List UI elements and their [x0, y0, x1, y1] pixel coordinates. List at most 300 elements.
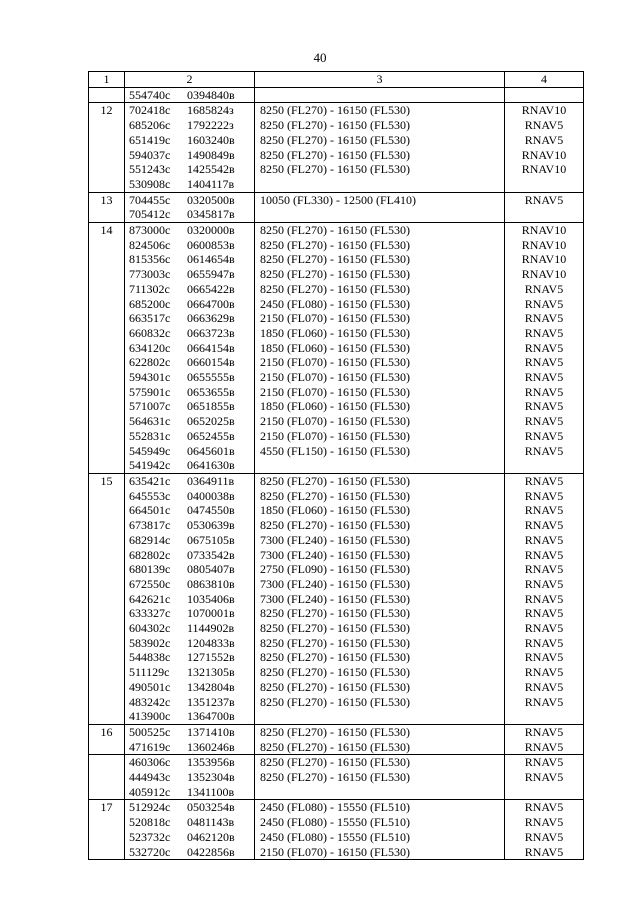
latitude-value: 635421с	[129, 473, 171, 488]
longitude-value: 0805407в	[187, 562, 235, 577]
longitude-value: 1792222з	[187, 118, 234, 133]
latitude-value: 664501с	[129, 503, 171, 518]
route-number-cell	[89, 695, 125, 710]
latitude-value: 444943с	[129, 770, 171, 785]
table-row	[89, 724, 584, 739]
nav-spec-cell: RNAV5	[505, 326, 584, 341]
coordinates-cell	[125, 695, 255, 710]
altitude-range-cell: 7300 (FL240) - 16150 (FL530)	[255, 533, 505, 548]
coordinates-cell	[125, 815, 255, 830]
coordinates-cell	[125, 636, 255, 651]
altitude-range-cell: 8250 (FL270) - 16150 (FL530)	[255, 148, 505, 163]
nav-spec-cell: RNAV5	[505, 665, 584, 680]
coordinates-cell	[125, 518, 255, 533]
route-number-cell	[89, 830, 125, 845]
table-row	[89, 326, 584, 341]
coordinates-cell	[125, 592, 255, 607]
route-number-cell	[89, 606, 125, 621]
coordinates-cell	[125, 533, 255, 548]
longitude-value: 0733542в	[187, 547, 235, 562]
coordinates-cell	[125, 444, 255, 459]
table-row	[89, 489, 584, 504]
altitude-range-cell: 2150 (FL070) - 16150 (FL530)	[255, 311, 505, 326]
route-number-cell	[89, 238, 125, 253]
table-row	[89, 770, 584, 785]
coordinates-cell	[125, 252, 255, 267]
latitude-value: 824506с	[129, 237, 171, 252]
longitude-value: 0645601в	[187, 443, 235, 458]
nav-spec-cell: RNAV5	[505, 118, 584, 133]
nav-spec-cell: RNAV5	[505, 815, 584, 830]
nav-spec-cell: RNAV5	[505, 489, 584, 504]
altitude-range-cell: 2450 (FL080) - 15550 (FL510)	[255, 830, 505, 845]
coordinates-cell	[125, 489, 255, 504]
table-row	[89, 133, 584, 148]
route-number-cell: 16	[89, 724, 125, 739]
route-number-cell: 13	[89, 192, 125, 207]
coordinates-cell	[125, 709, 255, 724]
nav-spec-cell	[505, 458, 584, 473]
table-row	[89, 118, 584, 133]
route-number-cell	[89, 665, 125, 680]
table-row	[89, 444, 584, 459]
latitude-value: 551243с	[129, 162, 171, 177]
altitude-range-cell: 8250 (FL270) - 16150 (FL530)	[255, 680, 505, 695]
column-header: 3	[255, 72, 505, 88]
latitude-value: 405912с	[129, 784, 171, 799]
nav-spec-cell: RNAV5	[505, 355, 584, 370]
nav-spec-cell: RNAV5	[505, 503, 584, 518]
table-row	[89, 162, 584, 177]
coordinates-cell	[125, 548, 255, 563]
coordinates-cell	[125, 458, 255, 473]
route-table	[88, 71, 584, 860]
nav-spec-cell: RNAV5	[505, 621, 584, 636]
latitude-value: 680139с	[129, 562, 171, 577]
longitude-value: 0652455в	[187, 428, 235, 443]
longitude-value: 0474550в	[187, 503, 235, 518]
altitude-range-cell: 4550 (FL150) - 16150 (FL530)	[255, 444, 505, 459]
altitude-range-cell: 2150 (FL070) - 16150 (FL530)	[255, 385, 505, 400]
latitude-value: 633327с	[129, 606, 171, 621]
latitude-value: 704455с	[129, 192, 171, 207]
route-number-cell	[89, 650, 125, 665]
table-row	[89, 503, 584, 518]
coordinates-cell	[125, 755, 255, 770]
latitude-value: 663517с	[129, 311, 171, 326]
route-number-cell	[89, 177, 125, 192]
table-row	[89, 282, 584, 297]
nav-spec-cell: RNAV5	[505, 473, 584, 488]
longitude-value: 0675105в	[187, 532, 235, 547]
route-number-cell	[89, 267, 125, 282]
longitude-value: 1144902в	[187, 621, 235, 636]
coordinates-cell	[125, 680, 255, 695]
nav-spec-cell: RNAV5	[505, 429, 584, 444]
altitude-range-cell: 2150 (FL070) - 16150 (FL530)	[255, 370, 505, 385]
coordinates-cell	[125, 192, 255, 207]
table-row	[89, 148, 584, 163]
route-number-cell	[89, 518, 125, 533]
table-row	[89, 740, 584, 755]
nav-spec-cell: RNAV10	[505, 148, 584, 163]
longitude-value: 0660154в	[187, 355, 235, 370]
longitude-value: 1342804в	[187, 679, 235, 694]
table-row	[89, 238, 584, 253]
route-number-cell	[89, 385, 125, 400]
altitude-range-cell: 8250 (FL270) - 16150 (FL530)	[255, 473, 505, 488]
altitude-range-cell	[255, 87, 505, 103]
table-row	[89, 311, 584, 326]
latitude-value: 471619с	[129, 739, 171, 754]
nav-spec-cell: RNAV5	[505, 533, 584, 548]
route-number-cell	[89, 399, 125, 414]
nav-spec-cell: RNAV5	[505, 680, 584, 695]
nav-spec-cell: RNAV5	[505, 636, 584, 651]
altitude-range-cell: 2450 (FL080) - 15550 (FL510)	[255, 800, 505, 815]
table-row	[89, 680, 584, 695]
route-number-cell: 12	[89, 103, 125, 118]
table-row	[89, 695, 584, 710]
coordinates-cell	[125, 429, 255, 444]
longitude-value: 0664154в	[187, 340, 235, 355]
latitude-value: 483242с	[129, 694, 171, 709]
route-number-cell	[89, 370, 125, 385]
nav-spec-cell: RNAV5	[505, 385, 584, 400]
longitude-value: 0400038в	[187, 488, 235, 503]
latitude-value: 552831с	[129, 428, 171, 443]
coordinates-cell	[125, 830, 255, 845]
table-row	[89, 458, 584, 473]
longitude-value: 0481143в	[187, 815, 235, 830]
coordinates-cell	[125, 473, 255, 488]
route-number-cell	[89, 414, 125, 429]
longitude-value: 0863810в	[187, 576, 235, 591]
latitude-value: 523732с	[129, 829, 171, 844]
nav-spec-cell: RNAV5	[505, 311, 584, 326]
latitude-value: 460306с	[129, 755, 171, 770]
latitude-value: 705412с	[129, 207, 171, 222]
latitude-value: 564631с	[129, 414, 171, 429]
table-row	[89, 577, 584, 592]
altitude-range-cell: 10050 (FL330) - 12500 (FL410)	[255, 192, 505, 207]
latitude-value: 530908с	[129, 176, 171, 191]
longitude-value: 1271552в	[187, 650, 235, 665]
longitude-value: 0600853в	[187, 237, 235, 252]
route-number-cell	[89, 740, 125, 755]
nav-spec-cell: RNAV5	[505, 577, 584, 592]
nav-spec-cell: RNAV5	[505, 755, 584, 770]
altitude-range-cell: 8250 (FL270) - 16150 (FL530)	[255, 695, 505, 710]
coordinates-cell	[125, 370, 255, 385]
altitude-range-cell: 7300 (FL240) - 16150 (FL530)	[255, 577, 505, 592]
coordinates-cell	[125, 770, 255, 785]
longitude-value: 0652025в	[187, 414, 235, 429]
altitude-range-cell: 8250 (FL270) - 16150 (FL530)	[255, 621, 505, 636]
route-number-cell	[89, 355, 125, 370]
nav-spec-cell: RNAV5	[505, 399, 584, 414]
altitude-range-cell: 8250 (FL270) - 16150 (FL530)	[255, 489, 505, 504]
coordinates-cell	[125, 341, 255, 356]
route-number-cell	[89, 503, 125, 518]
longitude-value: 0655555в	[187, 370, 235, 385]
latitude-value: 815356с	[129, 252, 171, 267]
longitude-value: 1603240в	[187, 132, 235, 147]
table-row	[89, 845, 584, 860]
altitude-range-cell: 8250 (FL270) - 16150 (FL530)	[255, 770, 505, 785]
nav-spec-cell: RNAV5	[505, 444, 584, 459]
table-row	[89, 800, 584, 815]
longitude-value: 1070001в	[187, 606, 235, 621]
altitude-range-cell	[255, 785, 505, 800]
route-number-cell	[89, 592, 125, 607]
longitude-value: 1360246в	[187, 739, 235, 754]
nav-spec-cell: RNAV10	[505, 267, 584, 282]
coordinates-cell	[125, 785, 255, 800]
latitude-value: 554740с	[129, 87, 171, 102]
table-row	[89, 709, 584, 724]
route-number-cell	[89, 162, 125, 177]
coordinates-cell	[125, 724, 255, 739]
longitude-value: 0530639в	[187, 518, 235, 533]
longitude-value: 1352304в	[187, 770, 235, 785]
altitude-range-cell: 1850 (FL060) - 16150 (FL530)	[255, 503, 505, 518]
table-row	[89, 355, 584, 370]
latitude-value: 642621с	[129, 591, 171, 606]
altitude-range-cell	[255, 177, 505, 192]
coordinates-cell	[125, 207, 255, 222]
table-row	[89, 562, 584, 577]
altitude-range-cell: 8250 (FL270) - 16150 (FL530)	[255, 223, 505, 238]
column-header: 2	[125, 72, 255, 88]
longitude-value: 0614654в	[187, 252, 235, 267]
latitude-value: 571007с	[129, 399, 171, 414]
table-row	[89, 177, 584, 192]
longitude-value: 0651855в	[187, 399, 235, 414]
latitude-value: 685200с	[129, 296, 171, 311]
route-number-cell	[89, 533, 125, 548]
table-row	[89, 518, 584, 533]
route-number-cell	[89, 297, 125, 312]
longitude-value: 0320000в	[187, 223, 235, 238]
coordinates-cell	[125, 621, 255, 636]
coordinates-cell	[125, 162, 255, 177]
route-number-cell	[89, 709, 125, 724]
latitude-value: 645553с	[129, 488, 171, 503]
latitude-value: 512924с	[129, 800, 171, 815]
coordinates-cell	[125, 503, 255, 518]
route-number-cell	[89, 133, 125, 148]
altitude-range-cell: 8250 (FL270) - 16150 (FL530)	[255, 755, 505, 770]
route-number-cell	[89, 636, 125, 651]
longitude-value: 1425542в	[187, 162, 235, 177]
table-row	[89, 665, 584, 680]
table-row	[89, 87, 584, 103]
nav-spec-cell: RNAV5	[505, 800, 584, 815]
coordinates-cell	[125, 577, 255, 592]
longitude-value: 1364700в	[187, 709, 235, 724]
nav-spec-cell: RNAV5	[505, 548, 584, 563]
longitude-value: 0653655в	[187, 384, 235, 399]
altitude-range-cell: 2450 (FL080) - 16150 (FL530)	[255, 297, 505, 312]
route-number-cell	[89, 621, 125, 636]
route-number-cell	[89, 282, 125, 297]
route-number-cell	[89, 845, 125, 860]
nav-spec-cell: RNAV5	[505, 297, 584, 312]
table-row	[89, 548, 584, 563]
nav-spec-cell: RNAV5	[505, 518, 584, 533]
latitude-value: 682914с	[129, 532, 171, 547]
nav-spec-cell: RNAV5	[505, 370, 584, 385]
altitude-range-cell: 2150 (FL070) - 16150 (FL530)	[255, 429, 505, 444]
longitude-value: 0663629в	[187, 311, 235, 326]
route-number-cell	[89, 326, 125, 341]
table-row	[89, 830, 584, 845]
coordinates-cell	[125, 297, 255, 312]
altitude-range-cell: 8250 (FL270) - 16150 (FL530)	[255, 162, 505, 177]
latitude-value: 685206с	[129, 118, 171, 133]
latitude-value: 511129с	[129, 665, 170, 680]
coordinates-cell	[125, 665, 255, 680]
altitude-range-cell: 2150 (FL070) - 16150 (FL530)	[255, 355, 505, 370]
altitude-range-cell: 8250 (FL270) - 16150 (FL530)	[255, 665, 505, 680]
latitude-value: 594037с	[129, 147, 171, 162]
table-row	[89, 267, 584, 282]
table-row	[89, 192, 584, 207]
nav-spec-cell: RNAV5	[505, 724, 584, 739]
latitude-value: 594301с	[129, 370, 171, 385]
nav-spec-cell: RNAV5	[505, 562, 584, 577]
table-row	[89, 341, 584, 356]
longitude-value: 0641630в	[187, 458, 235, 473]
coordinates-cell	[125, 311, 255, 326]
table-row	[89, 429, 584, 444]
longitude-value: 0422856в	[187, 844, 235, 859]
table-row	[89, 606, 584, 621]
altitude-range-cell: 1850 (FL060) - 16150 (FL530)	[255, 399, 505, 414]
latitude-value: 532720с	[129, 844, 171, 859]
route-number-cell: 15	[89, 473, 125, 488]
altitude-range-cell: 2150 (FL070) - 16150 (FL530)	[255, 414, 505, 429]
coordinates-cell	[125, 650, 255, 665]
altitude-range-cell: 7300 (FL240) - 16150 (FL530)	[255, 548, 505, 563]
longitude-value: 0655947в	[187, 267, 235, 282]
route-number-cell	[89, 341, 125, 356]
table-row	[89, 785, 584, 800]
altitude-range-cell: 7300 (FL240) - 16150 (FL530)	[255, 592, 505, 607]
coordinates-cell	[125, 355, 255, 370]
route-number-cell	[89, 489, 125, 504]
longitude-value: 0345817в	[187, 207, 235, 222]
latitude-value: 873000с	[129, 223, 171, 238]
longitude-value: 0663723в	[187, 325, 235, 340]
coordinates-cell	[125, 606, 255, 621]
nav-spec-cell: RNAV5	[505, 845, 584, 860]
nav-spec-cell: RNAV10	[505, 238, 584, 253]
route-number-cell	[89, 148, 125, 163]
altitude-range-cell: 8250 (FL270) - 16150 (FL530)	[255, 518, 505, 533]
nav-spec-cell	[505, 177, 584, 192]
column-header: 1	[89, 72, 125, 88]
route-number-cell: 14	[89, 223, 125, 238]
altitude-range-cell: 8250 (FL270) - 16150 (FL530)	[255, 118, 505, 133]
coordinates-cell	[125, 385, 255, 400]
coordinates-cell	[125, 133, 255, 148]
nav-spec-cell	[505, 207, 584, 222]
longitude-value: 1685824з	[187, 103, 234, 118]
longitude-value: 0394840в	[187, 87, 235, 102]
latitude-value: 575901с	[129, 384, 171, 399]
coordinates-cell	[125, 326, 255, 341]
latitude-value: 500525с	[129, 724, 171, 739]
page-number: 40	[313, 50, 327, 65]
table-row	[89, 252, 584, 267]
table-row	[89, 414, 584, 429]
longitude-value: 1351237в	[187, 694, 235, 709]
coordinates-cell	[125, 103, 255, 118]
latitude-value: 545949с	[129, 443, 171, 458]
table-row	[89, 399, 584, 414]
nav-spec-cell: RNAV5	[505, 606, 584, 621]
coordinates-cell	[125, 87, 255, 103]
nav-spec-cell: RNAV5	[505, 282, 584, 297]
nav-spec-cell: RNAV5	[505, 341, 584, 356]
coordinates-cell	[125, 562, 255, 577]
nav-spec-cell: RNAV10	[505, 103, 584, 118]
longitude-value: 0320500в	[187, 192, 235, 207]
longitude-value: 1341100в	[187, 784, 235, 799]
longitude-value: 1353956в	[187, 755, 235, 770]
longitude-value: 0664700в	[187, 296, 235, 311]
coordinates-cell	[125, 148, 255, 163]
longitude-value: 1371410в	[187, 724, 235, 739]
latitude-value: 673817с	[129, 518, 171, 533]
latitude-value: 413900с	[129, 709, 171, 724]
nav-spec-cell: RNAV5	[505, 830, 584, 845]
longitude-value: 1404117в	[187, 176, 235, 191]
longitude-value: 1490849в	[187, 147, 235, 162]
latitude-value: 634120с	[129, 340, 171, 355]
latitude-value: 622802с	[129, 355, 171, 370]
longitude-value: 1321305в	[187, 665, 235, 680]
table-row	[89, 592, 584, 607]
column-header: 4	[505, 72, 584, 88]
latitude-value: 682802с	[129, 547, 171, 562]
longitude-value: 1204833в	[187, 635, 235, 650]
coordinates-cell	[125, 238, 255, 253]
route-number-cell	[89, 815, 125, 830]
nav-spec-cell	[505, 709, 584, 724]
altitude-range-cell	[255, 207, 505, 222]
latitude-value: 604302с	[129, 621, 171, 636]
route-number-cell	[89, 785, 125, 800]
altitude-range-cell: 8250 (FL270) - 16150 (FL530)	[255, 282, 505, 297]
latitude-value: 651419с	[129, 132, 171, 147]
route-number-cell	[89, 207, 125, 222]
latitude-value: 583902с	[129, 635, 171, 650]
route-number-cell	[89, 458, 125, 473]
longitude-value: 0665422в	[187, 281, 235, 296]
altitude-range-cell	[255, 458, 505, 473]
table-row	[89, 103, 584, 118]
altitude-range-cell: 8250 (FL270) - 16150 (FL530)	[255, 606, 505, 621]
coordinates-cell	[125, 223, 255, 238]
altitude-range-cell: 8250 (FL270) - 16150 (FL530)	[255, 650, 505, 665]
route-number-cell	[89, 252, 125, 267]
nav-spec-cell: RNAV5	[505, 740, 584, 755]
table-row	[89, 650, 584, 665]
nav-spec-cell	[505, 785, 584, 800]
